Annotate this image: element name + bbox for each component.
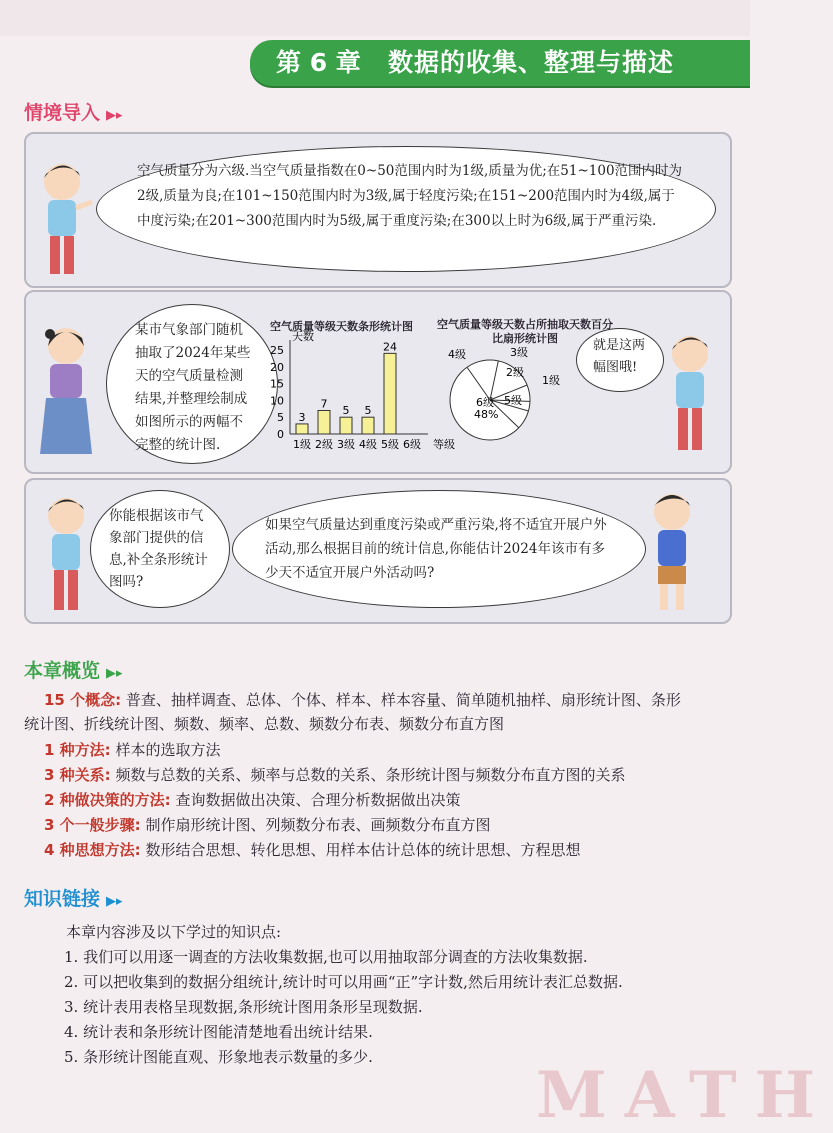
page-watermark-decoration: MATH (536, 1058, 833, 1133)
y-tick-label: 10 (270, 394, 284, 408)
bar (362, 417, 374, 434)
section-links-label: 知识链接 (24, 888, 101, 910)
section-overview-label: 本章概览 (24, 660, 101, 682)
speech-bubble-right (576, 328, 664, 392)
section-links-title (24, 884, 123, 911)
bar (296, 424, 308, 434)
boy-character-icon (38, 494, 94, 614)
panel3-left-text: 你能根据该市气象部门提供的信息,补全条形统计图吗? (109, 508, 208, 590)
overview-item-concepts: 15 个概念: 普查、抽样调查、总体、个体、样本、样本容量、简单随机抽样、扇形统计图、条形统计图、折线统计图、频数、频率、总数、频数分布表、频数分布直方图 (24, 691, 681, 733)
links-item: 5. 条形统计图能直观、形象地表示数量的多少. (64, 1048, 373, 1066)
pie-slice-label: 2级 (506, 366, 524, 379)
overview-head: 1 种方法 (44, 741, 105, 759)
panel2-right-text: 就是这两幅图哦! (593, 338, 646, 375)
chapter-number: 第 6 章 (276, 48, 361, 77)
boy-character-icon (34, 160, 96, 282)
data-label: 24 (383, 340, 397, 354)
y-axis-label: 天数 (292, 330, 314, 343)
pie-slice-label: 3级 (510, 346, 528, 359)
intro-panel-2 (24, 290, 732, 474)
pie-slice-label: 5级 (504, 394, 522, 407)
boy-character-icon (642, 490, 702, 616)
bar (318, 410, 330, 434)
pie-slice-percent: 48% (474, 408, 499, 421)
links-item: 2. 可以把收集到的数据分组统计,统计时可以用画“正”字计数,然后用统计表汇总数据. (64, 973, 623, 991)
air-quality-description: 空气质量分为六级.当空气质量指数在0~50范围内时为1级,质量为优;在51~100范围内时为2级,质量为良;在101~150范围内时为3级,属于轻度污染;在151~200范围内时为4级,属于中度污染;在201~300范围内时为5级,属于重度污染;在300以上时为6级,属于严重污染. (137, 163, 683, 229)
bar-chart-title: 空气质量等级天数条形统计图 (270, 320, 413, 333)
arrow-icon: ▶▸ (106, 666, 123, 681)
overview-text: 普查、抽样调查、总体、个体、样本、样本容量、简单随机抽样、扇形统计图、条形统计图、折线统计图、频数、频率、总数、频数分布表、频数分布直方图 (24, 691, 681, 733)
intro-panel-1 (24, 132, 732, 288)
overview-text: 频数与总数的关系、频率与总数的关系、条形统计图与频数分布直方图的关系 (115, 766, 626, 784)
speech-bubble-left (90, 490, 230, 608)
speech-bubble (96, 146, 716, 272)
section-overview-title (24, 656, 123, 683)
top-margin (0, 0, 750, 36)
overview-head: 15 个概念 (44, 691, 116, 709)
overview-text: 样本的选取方法 (115, 741, 221, 759)
overview-item-decision: 2 种做决策的方法: 查询数据做出决策、合理分析数据做出决策 (44, 791, 461, 809)
pie-slice-label: 1级 (542, 374, 560, 387)
boy-character-icon (662, 332, 718, 458)
x-tick-label: 2级 (315, 438, 333, 451)
overview-item-steps: 3 个一般步骤: 制作扇形统计图、列频数分布表、画频数分布直方图 (44, 816, 491, 834)
overview-text: 查询数据做出决策、合理分析数据做出决策 (175, 791, 461, 809)
overview-head: 3 个一般步骤 (44, 816, 135, 834)
pie-slice-label: 4级 (448, 348, 466, 361)
panel3-right-text: 如果空气质量达到重度污染或严重污染,将不适宜开展户外活动,那么根据目前的统计信息,你能估计2024年该市有多少天不适宜开展户外活动吗? (265, 517, 607, 581)
section-intro-title (24, 98, 123, 125)
x-tick-label: 3级 (337, 438, 355, 451)
data-label: 7 (320, 397, 328, 411)
data-label: 5 (364, 404, 372, 418)
overview-head: 2 种做决策的方法 (44, 791, 165, 809)
speech-bubble-right (232, 490, 646, 608)
data-label: 3 (298, 410, 306, 424)
chapter-banner (250, 40, 750, 86)
bar (384, 353, 396, 434)
pie-chart-title: 空气质量等级天数占所抽取天数百分比扇形统计图 (437, 318, 613, 345)
bar (340, 417, 352, 434)
links-item: 1. 我们可以用逐一调查的方法收集数据,也可以用抽取部分调查的方法收集数据. (64, 948, 588, 966)
arrow-icon: ▶▸ (106, 108, 123, 123)
overview-item-method: 1 种方法: 样本的选取方法 (44, 741, 221, 759)
overview-head: 3 种关系 (44, 766, 105, 784)
y-tick-label: 0 (277, 428, 284, 441)
x-axis-label: 等级 (433, 438, 455, 451)
links-lead: 本章内容涉及以下学过的知识点: (66, 923, 282, 941)
overview-item-relations: 3 种关系: 频数与总数的关系、频率与总数的关系、条形统计图与频数分布直方图的关系 (44, 766, 626, 784)
panel2-left-text: 某市气象部门随机抽取了2024年某些天的空气质量检测结果,并整理绘制成如图所示的两幅不完整的统计图. (135, 322, 251, 453)
chapter-title: 数据的收集、整理与描述 (388, 48, 675, 77)
intro-panel-3 (24, 478, 732, 624)
overview-text: 数形结合思想、转化思想、用样本估计总体的统计思想、方程思想 (145, 841, 581, 859)
y-tick-label: 20 (270, 360, 284, 374)
y-tick-label: 15 (270, 377, 284, 391)
section-intro-label: 情境导入 (24, 102, 101, 124)
x-tick-label: 1级 (293, 438, 311, 451)
data-label: 5 (342, 404, 350, 418)
links-item: 3. 统计表用表格呈现数据,条形统计图用条形呈现数据. (64, 998, 423, 1016)
links-item: 4. 统计表和条形统计图能清楚地看出统计结果. (64, 1023, 373, 1041)
pie-slice-label: 6级 (476, 396, 494, 409)
x-tick-label: 6级 (403, 438, 421, 451)
pie-chart (446, 346, 576, 456)
y-tick-label: 5 (277, 411, 284, 425)
bar-chart (250, 330, 455, 457)
y-tick-label: 25 (270, 344, 284, 357)
overview-text: 制作扇形统计图、列频数分布表、画频数分布直方图 (145, 816, 491, 834)
arrow-icon: ▶▸ (106, 894, 123, 909)
x-tick-label: 5级 (381, 438, 399, 451)
overview-item-thinking: 4 种思想方法: 数形结合思想、转化思想、用样本估计总体的统计思想、方程思想 (44, 841, 581, 859)
x-tick-label: 4级 (359, 438, 377, 451)
overview-head: 4 种思想方法 (44, 841, 135, 859)
girl-character-icon (36, 322, 96, 462)
